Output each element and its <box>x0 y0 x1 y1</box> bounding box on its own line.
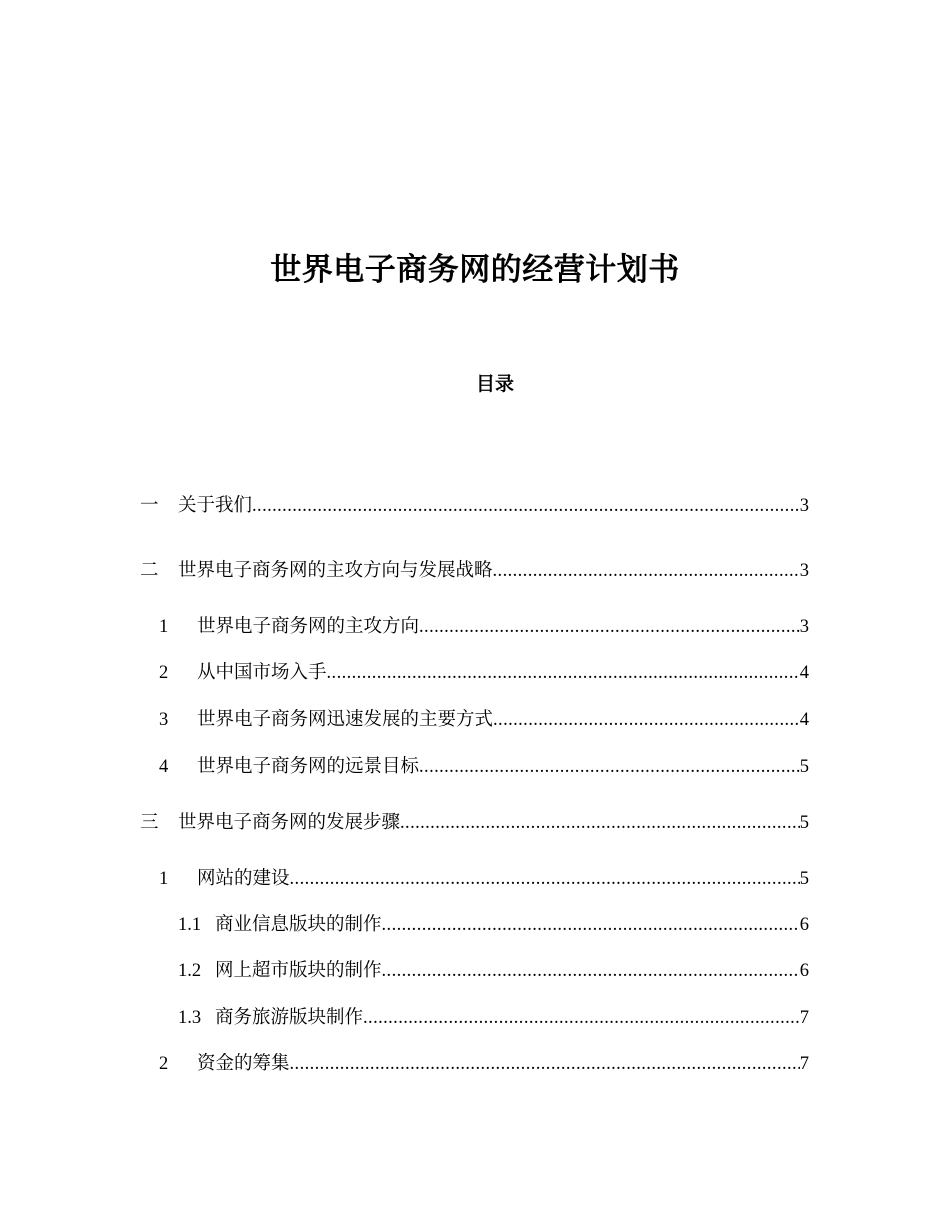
toc-entry-number: 三 <box>140 812 159 833</box>
toc-entry-number: 1.1 <box>178 915 202 935</box>
toc-dot-leader <box>327 659 800 687</box>
toc-entry-text: 世界电子商务网的主攻方向 <box>197 616 420 637</box>
document-title: 世界电子商务网的经营计划书 <box>270 252 680 288</box>
toc-entry-text: 网站的建设 <box>197 868 290 889</box>
toc-entry[interactable] <box>140 557 809 585</box>
toc-dot-leader <box>290 865 800 893</box>
toc-page-number: 4 <box>799 663 809 683</box>
toc-dot-leader <box>419 613 800 641</box>
toc-heading: 目录 <box>475 373 514 395</box>
toc-entry-text: 世界电子商务网的主攻方向与发展战略 <box>178 560 493 581</box>
toc-dot-leader <box>382 957 800 985</box>
toc-page-number: 7 <box>799 1008 809 1028</box>
toc-entry-number: 3 <box>159 710 169 730</box>
toc-entry-text: 网上超市版块的制作 <box>215 960 382 981</box>
toc-entry[interactable] <box>140 492 809 520</box>
toc-entry-number: 二 <box>140 560 159 581</box>
toc-entry[interactable] <box>159 753 809 781</box>
toc-page-number: 5 <box>799 757 809 777</box>
toc-page-number: 6 <box>799 915 809 935</box>
toc-entry[interactable] <box>178 911 809 939</box>
toc-entry-number: 2 <box>159 663 169 683</box>
toc-page-number: 6 <box>799 961 809 981</box>
toc-dot-leader <box>290 1050 800 1078</box>
toc-page-number: 5 <box>799 813 809 833</box>
toc-entry[interactable] <box>178 1004 809 1032</box>
toc-entry-number: 2 <box>159 1054 169 1074</box>
toc-entry[interactable] <box>159 613 809 641</box>
toc-dot-leader <box>493 706 800 734</box>
toc-entry[interactable] <box>159 659 809 687</box>
toc-entry-number: 一 <box>140 495 159 516</box>
toc-dot-leader <box>419 753 800 781</box>
toc-dot-leader <box>252 492 800 520</box>
toc-page-number: 5 <box>799 869 809 889</box>
toc-page-number: 3 <box>799 496 809 516</box>
toc-entry[interactable] <box>140 809 809 837</box>
toc-entry-number: 4 <box>159 757 169 777</box>
toc-page-number: 3 <box>799 561 809 581</box>
toc-entry[interactable] <box>159 1050 809 1078</box>
toc-entry-number: 1 <box>159 617 169 637</box>
toc-entry-number: 1.2 <box>178 961 202 981</box>
toc-dot-leader <box>400 809 800 837</box>
toc-dot-leader <box>382 911 800 939</box>
toc-entry-number: 1 <box>159 869 169 889</box>
toc-dot-leader <box>363 1004 800 1032</box>
toc-page-number: 3 <box>799 617 809 637</box>
toc-page-number: 4 <box>799 710 809 730</box>
toc-entry-text: 从中国市场入手 <box>197 662 327 683</box>
toc-dot-leader <box>493 557 800 585</box>
toc-entry-text: 世界电子商务网的发展步骤 <box>178 812 401 833</box>
toc-entry-text: 商业信息版块的制作 <box>215 914 382 935</box>
toc-entry-text: 世界电子商务网迅速发展的主要方式 <box>197 709 494 730</box>
toc-page-number: 7 <box>799 1054 809 1074</box>
toc-entry[interactable] <box>178 957 809 985</box>
toc-entry-number: 1.3 <box>178 1008 202 1028</box>
toc-entry-text: 关于我们 <box>178 495 253 516</box>
toc-entry[interactable] <box>159 865 809 893</box>
toc-entry-text: 商务旅游版块制作 <box>215 1007 364 1028</box>
toc-entry[interactable] <box>159 706 809 734</box>
toc-entry-text: 世界电子商务网的远景目标 <box>197 756 420 777</box>
toc-entry-text: 资金的筹集 <box>197 1053 290 1074</box>
